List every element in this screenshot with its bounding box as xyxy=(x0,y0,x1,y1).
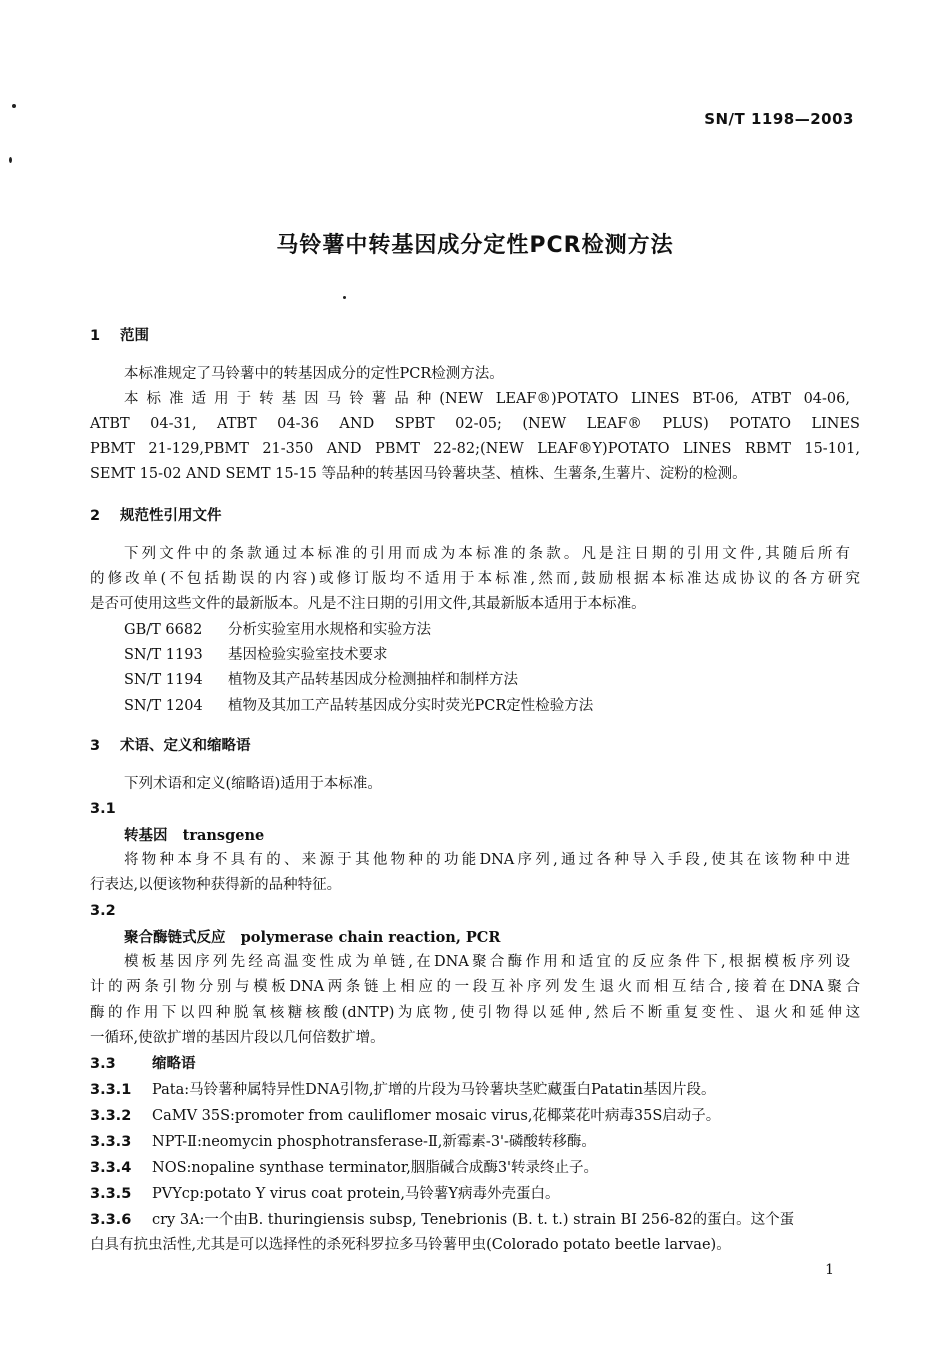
section-number: 2 xyxy=(90,508,101,524)
item-number: 3.3.3 xyxy=(90,1134,132,1150)
paragraph-line: 本标准适用于转基因马铃薯品种(NEW LEAF®)POTATO LINES BT-06, ATBT 04-06, xyxy=(124,391,850,407)
item-text: NOS:nopaline synthase terminator,胭脂碱合成酶3'转录终止子。 xyxy=(152,1160,599,1176)
item-number: 3.3.4 xyxy=(90,1160,132,1176)
standard-code: SN/T 1198—2003 xyxy=(704,110,854,128)
subsection-number: 3.1 xyxy=(90,801,116,817)
item-number: 3.3.6 xyxy=(90,1212,132,1228)
term-entry xyxy=(124,823,850,848)
definition-line: 行表达,以便该物种获得新的品种特征。 xyxy=(90,877,342,893)
section-title: 规范性引用文件 xyxy=(120,508,222,524)
paragraph-line: 的修改单(不包括勘误的内容)或修订版均不适用于本标准,然而,鼓励根据本标准达成协议的各方研究 xyxy=(90,571,860,587)
reference-item xyxy=(124,668,850,693)
reference-title: 分析实验室用水规格和实验方法 xyxy=(228,622,431,638)
abbreviation-item xyxy=(90,1156,860,1181)
abbreviation-item xyxy=(90,1182,860,1207)
definition-line: 一循环,使欲扩增的基因片段以几何倍数扩增。 xyxy=(90,1030,385,1046)
paragraph-line: PBMT 21-129,PBMT 21-350 AND PBMT 22-82;(NEW LEAF®Y)POTATO LINES RBMT 15-101, xyxy=(90,441,860,457)
page-number: 1 xyxy=(825,1262,834,1278)
item-number: 3.3.1 xyxy=(90,1082,132,1098)
subsection-heading-abbreviations xyxy=(90,1052,860,1077)
abbreviation-item xyxy=(90,1130,860,1155)
abbreviation-item xyxy=(90,1208,860,1233)
scan-speck xyxy=(12,104,16,108)
scan-speck xyxy=(9,157,12,163)
reference-title: 植物及其加工产品转基因成分实时荧光PCR定性检验方法 xyxy=(228,698,594,714)
reference-title: 植物及其产品转基因成分检测抽样和制样方法 xyxy=(228,672,518,688)
paragraph-line: SEMT 15-02 AND SEMT 15-15 等品种的转基因马铃薯块茎、植株、生薯条,生薯片、淀粉的检测。 xyxy=(90,466,747,482)
term-entry xyxy=(124,925,850,950)
item-number: 3.3.2 xyxy=(90,1108,132,1124)
item-text: CaMV 35S:promoter from cauliflomer mosaic virus,花椰菜花叶病毒35S启动子。 xyxy=(152,1108,721,1124)
definition-line: 模板基因序列先经高温变性成为单链,在DNA聚合酶作用和适宜的反应条件下,根据模板序列设 xyxy=(124,954,850,970)
scan-speck xyxy=(343,296,346,299)
section-title: 术语、定义和缩略语 xyxy=(120,738,251,754)
paragraph-line: 是否可使用这些文件的最新版本。凡是不注日期的引用文件,其最新版本适用于本标准。 xyxy=(90,596,646,612)
term-chinese: 转基因 xyxy=(124,827,168,844)
definition-line: 将物种本身不具有的、来源于其他物种的功能DNA序列,通过各种导入手段,使其在该物种中进 xyxy=(124,852,850,868)
section-title: 范围 xyxy=(120,328,149,344)
paragraph-line: ATBT 04-31, ATBT 04-36 AND SPBT 02-05; (NEW LEAF® PLUS) POTATO LINES xyxy=(90,416,860,432)
term-chinese: 聚合酶链式反应 xyxy=(124,929,226,946)
term-english: transgene xyxy=(182,827,265,844)
subsection-number: 3.2 xyxy=(90,903,116,919)
paragraph: 下列术语和定义(缩略语)适用于本标准。 xyxy=(124,776,382,792)
definition-line: 计的两条引物分别与模板DNA两条链上相应的一段互补序列发生退火而相互结合,接着在DNA聚合 xyxy=(90,979,860,995)
reference-code: SN/T 1193 xyxy=(124,647,203,663)
subsection-number: 3.3 xyxy=(90,1056,116,1072)
document-title: 马铃薯中转基因成分定性PCR检测方法 xyxy=(276,233,674,258)
reference-title: 基因检验实验室技术要求 xyxy=(228,647,388,663)
section-number: 3 xyxy=(90,738,101,754)
paragraph: 本标准规定了马铃薯中的转基因成分的定性PCR检测方法。 xyxy=(124,366,504,382)
item-text: Pata:马铃薯种属特异性DNA引物,扩增的片段为马铃薯块茎贮藏蛋白Patatin基因片段。 xyxy=(152,1082,716,1098)
paragraph-line: 下列文件中的条款通过本标准的引用而成为本标准的条款。凡是注日期的引用文件,其随后所有 xyxy=(124,546,850,562)
item-text: PVYcp:potato Y virus coat protein,马铃薯Y病毒外壳蛋白。 xyxy=(152,1186,560,1202)
abbreviation-item xyxy=(90,1104,860,1129)
reference-code: SN/T 1194 xyxy=(124,672,203,688)
abbreviation-item xyxy=(90,1078,860,1103)
reference-item xyxy=(124,694,850,719)
reference-code: SN/T 1204 xyxy=(124,698,203,714)
abbreviation-item-continuation: 白具有抗虫活性,尤其是可以选择性的杀死科罗拉多马铃薯甲虫(Colorado potato beetle larvae)。 xyxy=(90,1237,731,1253)
definition-line: 酶的作用下以四种脱氧核糖核酸(dNTP)为底物,使引物得以延伸,然后不断重复变性、退火和延伸这 xyxy=(90,1005,860,1021)
item-text: cry 3A:一个由B. thuringiensis subsp, Tenebrionis (B. t. t.) strain BI 256-82的蛋白。这个蛋 xyxy=(152,1212,795,1228)
item-number: 3.3.5 xyxy=(90,1186,132,1202)
section-number: 1 xyxy=(90,328,101,344)
section-heading-terms xyxy=(90,734,860,759)
item-text: NPT-Ⅱ:neomycin phosphotransferase-Ⅱ,新霉素-3'-磷酸转移酶。 xyxy=(152,1134,596,1150)
section-heading-scope xyxy=(90,324,860,349)
term-english: polymerase chain reaction, PCR xyxy=(240,929,501,946)
reference-item xyxy=(124,643,850,668)
reference-item xyxy=(124,618,850,643)
reference-code: GB/T 6682 xyxy=(124,622,203,638)
section-heading-normative-references xyxy=(90,504,860,529)
subsection-title: 缩略语 xyxy=(152,1056,196,1072)
